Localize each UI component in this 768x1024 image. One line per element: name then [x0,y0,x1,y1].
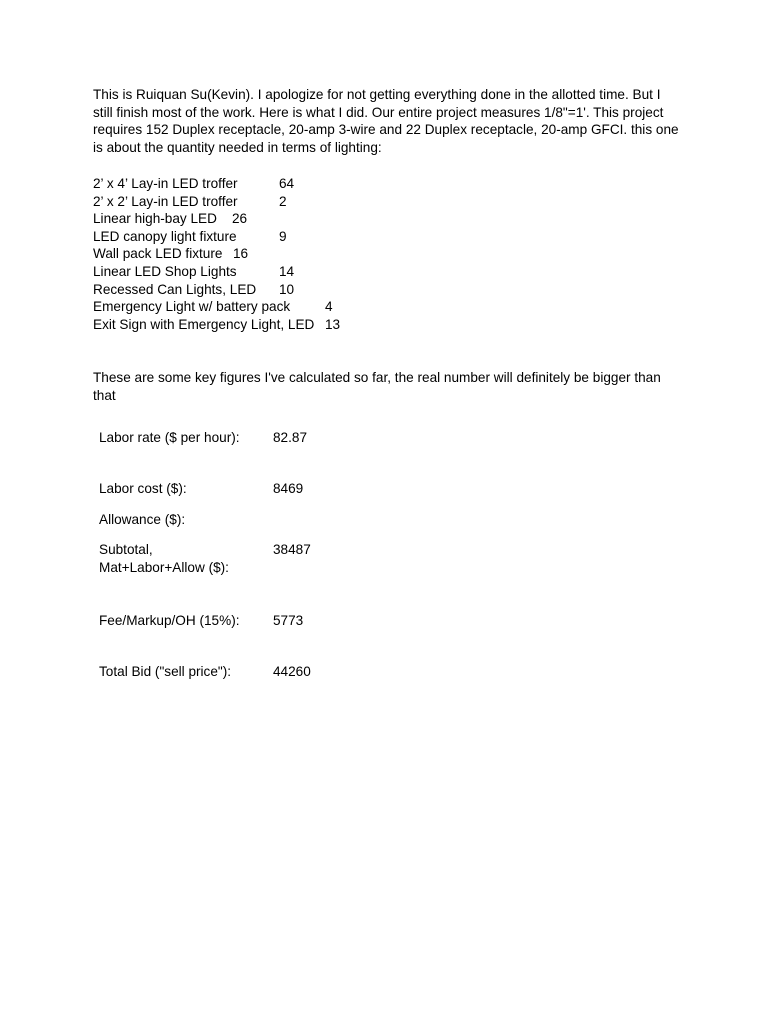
subtotal-label-line2: Mat+Labor+Allow ($): [99,559,229,575]
intro-paragraph: This is Ruiquan Su(Kevin). I apologize for not getting everything done in the allotted time. But I still finish most of the work. Here is what I did. Our entire project measures 1/8"=1'. This project requires 152 Duplex receptacle, 20-amp 3-wire and 22 Duplex receptacle, 20-amp GFCI. this one is about the quantity needed in terms of lighting: [93,87,679,155]
lighting-item-quantity: 16 [233,246,249,262]
total-bid-label: Total Bid ("sell price"): [99,664,232,679]
labor-cost-label: Labor cost ($): [99,481,187,496]
fee-value: 5773 [273,613,304,628]
subtotal-value: 38487 [273,542,311,557]
lighting-item-name: Emergency Light w/ battery pack [93,299,291,315]
lighting-item-name: LED canopy light fixture [93,228,237,244]
lighting-quantity-list [93,175,493,333]
lighting-item-name: Linear high-bay LED [93,211,217,227]
lighting-item-name: Wall pack LED fixture [93,246,223,262]
lighting-item-quantity: 26 [232,211,248,227]
lighting-item-quantity: 14 [279,263,295,279]
list-item [93,281,493,299]
subtotal-label-line1: Subtotal, [99,542,153,557]
lighting-item-name: 2’ x 2’ Lay-in LED troffer [93,193,238,209]
lighting-item-quantity: 4 [325,299,333,315]
fee-label: Fee/Markup/OH (15%): [99,613,240,628]
list-item [93,263,493,281]
lighting-item-name: Linear LED Shop Lights [93,263,237,279]
lighting-item-quantity: 13 [325,316,341,332]
total-bid-value: 44260 [273,664,311,679]
list-item [93,175,493,193]
lighting-item-quantity: 9 [279,228,287,244]
labor-cost-value: 8469 [273,481,304,496]
labor-rate-value: 82.87 [273,430,308,445]
intro-paragraph-block [93,86,683,156]
list-item [93,316,493,334]
lighting-item-name: Recessed Can Lights, LED [93,281,257,297]
key-figures-intro: These are some key figures I've calculated so far, the real number will definitely be bigger than that [93,370,661,403]
list-item [93,210,493,228]
lighting-item-quantity: 2 [279,193,287,209]
lighting-item-name: Exit Sign with Emergency Light, LED [93,316,315,332]
lighting-item-name: 2’ x 4’ Lay-in LED troffer [93,176,238,191]
lighting-item-quantity: 64 [279,176,295,191]
key-figures-intro-block [93,369,673,404]
list-item [93,245,493,263]
list-item [93,193,493,211]
list-item [93,228,493,246]
list-item [93,298,493,316]
labor-rate-label: Labor rate ($ per hour): [99,430,240,445]
allowance-label: Allowance ($): [99,512,186,527]
lighting-item-quantity: 10 [279,281,295,297]
subtotal-label [99,541,269,576]
